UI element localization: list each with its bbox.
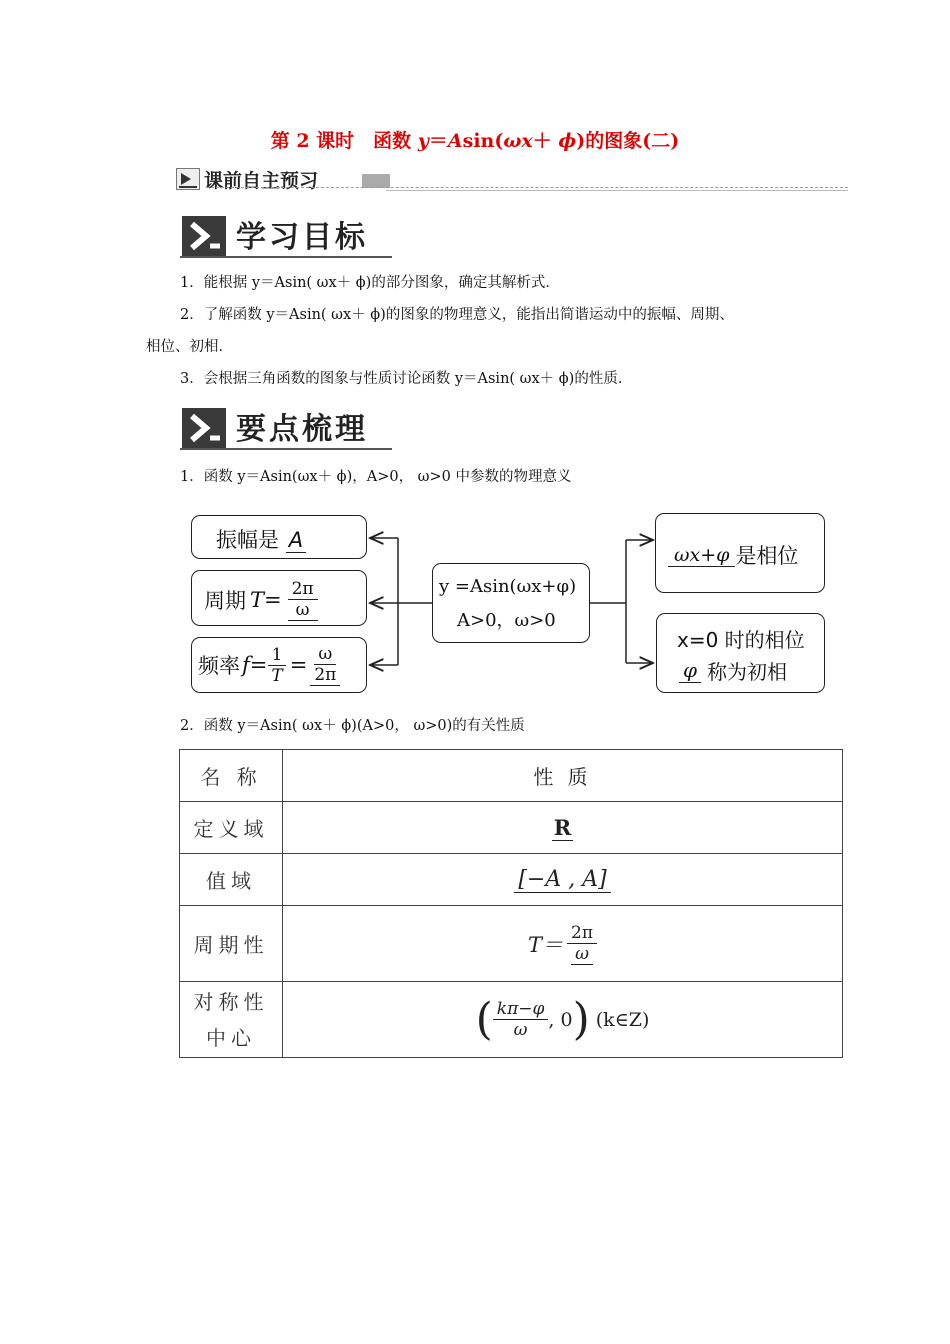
row-name: 定义域 — [180, 802, 283, 854]
center-function: y =Asin(ωx+φ) — [439, 576, 577, 597]
domain-value: R — [553, 814, 572, 840]
goal-item: 2．了解函数 y＝Asin( ωx＋ ϕ)的图象的物理意义，能指出简谐运动中的振幅、周期、 — [180, 307, 734, 323]
divider — [386, 190, 848, 191]
title-text: )的图象(二) — [576, 130, 680, 152]
table-row — [180, 854, 843, 906]
period-numerator: 2π — [288, 579, 318, 600]
period-fraction — [567, 923, 597, 965]
frequency-fraction-1 — [267, 645, 286, 686]
phase-box — [655, 513, 825, 593]
row-value — [283, 802, 843, 854]
section-goals-heading — [180, 212, 392, 258]
center-conditions: A>0，ω>0 — [457, 610, 556, 631]
frequency-denominator: T — [271, 665, 283, 686]
initial-phase-label: 称为初相 — [707, 660, 788, 684]
frequency-var: f= — [242, 653, 268, 677]
title-text: 第 2 课时 函数 — [270, 130, 418, 152]
goal-item: 相位、初相． — [146, 339, 233, 355]
goal-item: 1．能根据 y＝Asin( ωx＋ ϕ)的部分图象，确定其解析式． — [180, 275, 560, 291]
table-header-name: 名 称 — [180, 750, 283, 802]
title-text: sin( — [462, 130, 504, 152]
frequency-box — [191, 637, 367, 693]
table-row — [180, 802, 843, 854]
title-text: ＝ — [428, 130, 448, 152]
center-y-value: , 0 — [548, 1008, 573, 1031]
frequency-denominator: 2π — [310, 665, 340, 686]
equals-sign: = — [289, 653, 308, 677]
phase-label: 是相位 — [735, 544, 799, 568]
period-label: 周期 — [204, 589, 246, 613]
amplitude-value: A — [286, 528, 306, 553]
divider — [180, 448, 392, 450]
table-header-property: 性 质 — [283, 750, 843, 802]
title-math: ϕ — [558, 130, 577, 152]
phase-value: ωx+φ — [668, 544, 735, 567]
chevron-right-icon — [182, 408, 226, 448]
points-intro-1: 1．函数 y＝Asin(ωx＋ ϕ)，A>0， ω>0 中参数的物理意义 — [180, 469, 572, 485]
title-math: y — [417, 130, 429, 152]
divider — [206, 187, 848, 188]
section-points-heading — [180, 404, 392, 450]
frequency-numerator: 1 — [268, 645, 287, 666]
preview-section-bar — [176, 166, 848, 190]
row-name: 周期性 — [180, 906, 283, 982]
center-function-box — [432, 563, 590, 643]
title-math: ωx — [503, 130, 533, 152]
preview-label: 课前自主预习 — [204, 170, 319, 192]
initial-phase-line1: x=0 时的相位 — [677, 628, 805, 652]
initial-phase-value: φ — [679, 658, 701, 683]
goal-item: 3．会根据三角函数的图象与性质讨论函数 y＝Asin( ωx＋ ϕ)的性质． — [180, 371, 633, 387]
row-name-line2: 中心 — [206, 1025, 256, 1050]
range-value: [−A , A] — [514, 867, 610, 893]
amplitude-box — [191, 515, 367, 559]
table-row — [180, 906, 843, 982]
period-numerator: 2π — [567, 923, 597, 944]
title-math: A — [447, 130, 463, 152]
amplitude-label: 振幅是 — [216, 528, 279, 552]
period-prefix: T＝ — [527, 932, 563, 957]
section-goals-label: 学习目标 — [236, 220, 368, 255]
points-intro-2: 2．函数 y＝Asin( ωx＋ ϕ)(A>0， ω>0)的有关性质 — [180, 718, 525, 734]
center-denominator: ω — [513, 1020, 528, 1040]
period-denominator: ω — [288, 600, 318, 621]
table-row — [180, 982, 843, 1058]
chevron-right-icon — [182, 216, 226, 256]
page-title — [0, 126, 950, 153]
center-condition: (k∈Z) — [595, 1008, 650, 1031]
period-var: T= — [250, 588, 282, 612]
initial-phase-box — [656, 613, 825, 693]
properties-table — [179, 749, 843, 1058]
period-denominator: ω — [571, 944, 593, 965]
divider — [180, 256, 392, 258]
frequency-fraction-2 — [310, 644, 340, 686]
row-name-line1: 对称性 — [193, 989, 269, 1014]
row-name: 值域 — [180, 854, 283, 906]
center-fraction — [493, 999, 549, 1040]
title-text: ＋ — [532, 130, 559, 152]
center-numerator: kπ−φ — [493, 999, 549, 1020]
table-header-row — [180, 750, 843, 802]
period-box — [191, 570, 367, 626]
row-value: ( $\frac{k\pi-\varphi}{\omega}$ , 0 ) (k∈Z) — [283, 982, 843, 1058]
row-value — [283, 854, 843, 906]
frequency-numerator: ω — [314, 644, 336, 665]
preview-decoration — [362, 174, 390, 188]
row-value — [283, 906, 843, 982]
section-points-label: 要点梳理 — [236, 412, 368, 447]
row-name — [180, 982, 283, 1058]
arrow-box-icon — [176, 168, 200, 190]
period-fraction — [288, 579, 318, 621]
frequency-label: 频率 — [198, 654, 240, 678]
